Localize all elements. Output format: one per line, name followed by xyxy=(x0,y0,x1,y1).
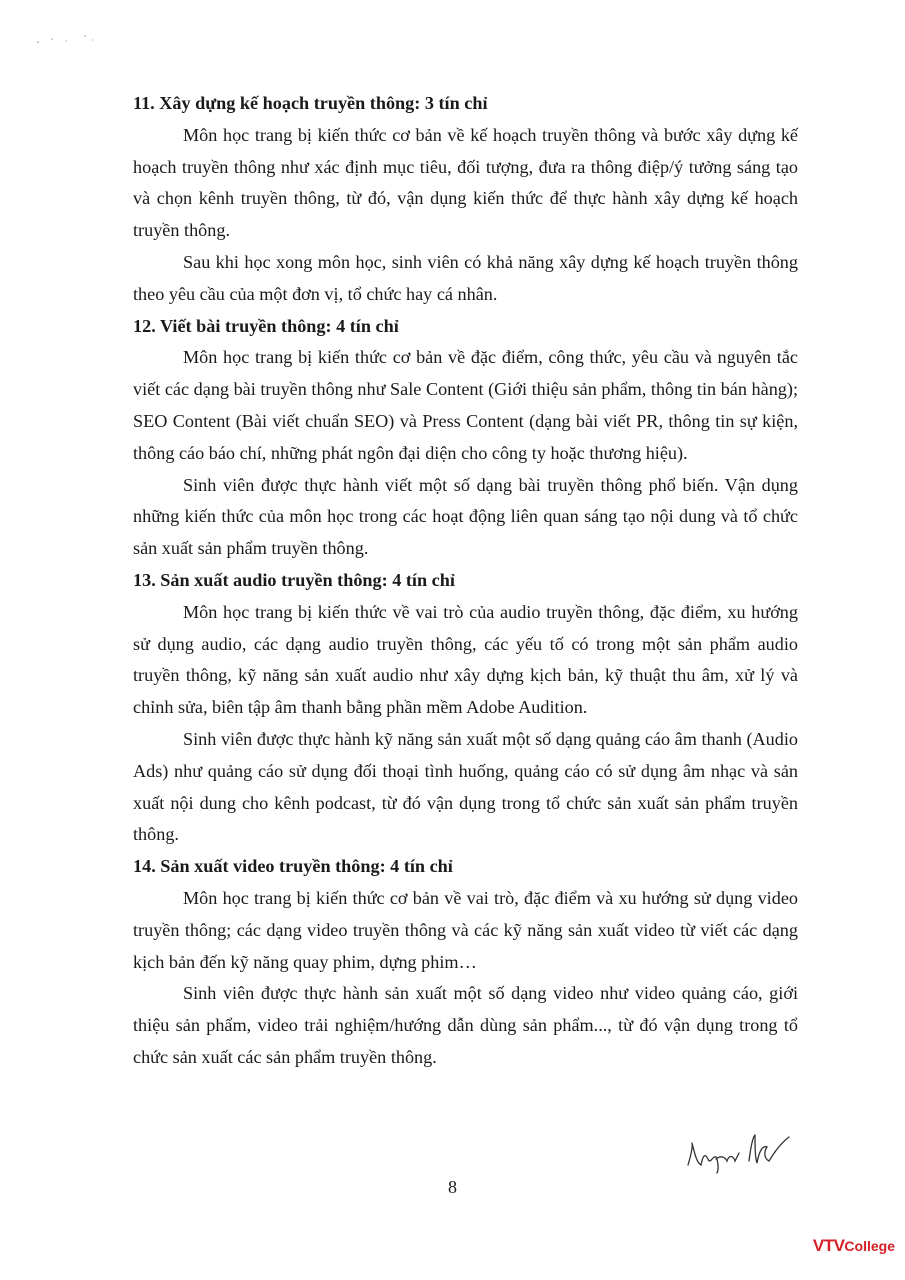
section-13 xyxy=(133,565,798,851)
page-number: 8 xyxy=(448,1177,457,1197)
section-heading: 12. Viết bài truyền thông: 4 tín chỉ xyxy=(133,315,399,336)
paragraph: Sau khi học xong môn học, sinh viên có khả năng xây dựng kế hoạch truyền thông theo yêu cầu của một đơn vị, tổ chức hay cá nhân. xyxy=(133,251,798,304)
document-body xyxy=(133,88,798,1074)
paragraph: Sinh viên được thực hành kỹ năng sản xuất một số dạng quảng cáo âm thanh (Audio Ads) như quảng cáo sử dụng đối thoại tình huống, quảng cáo có sử dụng âm nhạc và sản xuất nội dung cho kênh podcast, từ đó vận dụng trong tổ chức sản xuất sản phẩm truyền thông. xyxy=(133,728,798,845)
paragraph: Môn học trang bị kiến thức về vai trò của audio truyền thông, đặc điểm, xu hướng sử dụng audio, các dạng audio truyền thông, các yếu tố có trong một sản phẩm audio truyền thông, kỹ năng sản xuất audio như xây dựng kịch bản, kỹ thuật thu âm, xử lý và chỉnh sửa, biên tập âm thanh bằng phần mềm Adobe Audition. xyxy=(133,601,798,718)
logo-brand: VTV xyxy=(812,1236,845,1255)
paragraph: Môn học trang bị kiến thức cơ bản về vai trò, đặc điểm và xu hướng sử dụng video truyền thông; các dạng video truyền thông và các kỹ năng sản xuất video từ viết các dạng kịch bản đến kỹ năng quay phim, dựng phim… xyxy=(133,887,798,972)
vtv-college-logo xyxy=(813,1236,895,1262)
section-12 xyxy=(133,311,798,565)
paragraph: Sinh viên được thực hành sản xuất một số dạng video như video quảng cáo, giới thiệu sản phẩm, video trải nghiệm/hướng dẫn dùng sản phẩm..., từ đó vận dụng trong tổ chức sản xuất các sản phẩm truyền thông. xyxy=(133,983,798,1067)
scan-specks xyxy=(30,30,110,50)
section-heading: 11. Xây dựng kế hoạch truyền thông: 3 tín chỉ xyxy=(133,93,488,113)
paragraph: Sinh viên được thực hành viết một số dạng bài truyền thông phổ biến. Vận dụng những kiến thức của môn học trong các hoạt động liên quan sáng tạo nội dung và tổ chức sản xuất sản phẩm truyền thông. xyxy=(133,474,798,559)
section-11 xyxy=(133,88,798,311)
section-14 xyxy=(133,851,798,1074)
handwritten-signature xyxy=(683,1125,793,1175)
section-heading: 13. Sản xuất audio truyền thông: 4 tín chỉ xyxy=(133,569,455,590)
logo-suffix: College xyxy=(844,1238,895,1254)
paragraph: Môn học trang bị kiến thức cơ bản về đặc điểm, công thức, yêu cầu và nguyên tắc viết các dạng bài truyền thông như Sale Content (Giới thiệu sản phẩm, thông tin bán hàng); SEO Content (Bài viết chuẩn SEO) và Press Content (dạng bài viết PR, thông tin sự kiện, thông cáo báo chí, những phát ngôn đại diện cho công ty hoặc thương hiệu). xyxy=(133,347,798,463)
paragraph: Môn học trang bị kiến thức cơ bản về kế hoạch truyền thông và bước xây dựng kế hoạch truyền thông như xác định mục tiêu, đối tượng, đưa ra thông điệp/ý tưởng sáng tạo và chọn kênh truyền thông, từ đó, vận dụng kiến thức để thực hành xây dựng kế hoạch truyền thông. xyxy=(133,124,798,241)
section-heading: 14. Sản xuất video truyền thông: 4 tín chỉ xyxy=(133,856,453,877)
